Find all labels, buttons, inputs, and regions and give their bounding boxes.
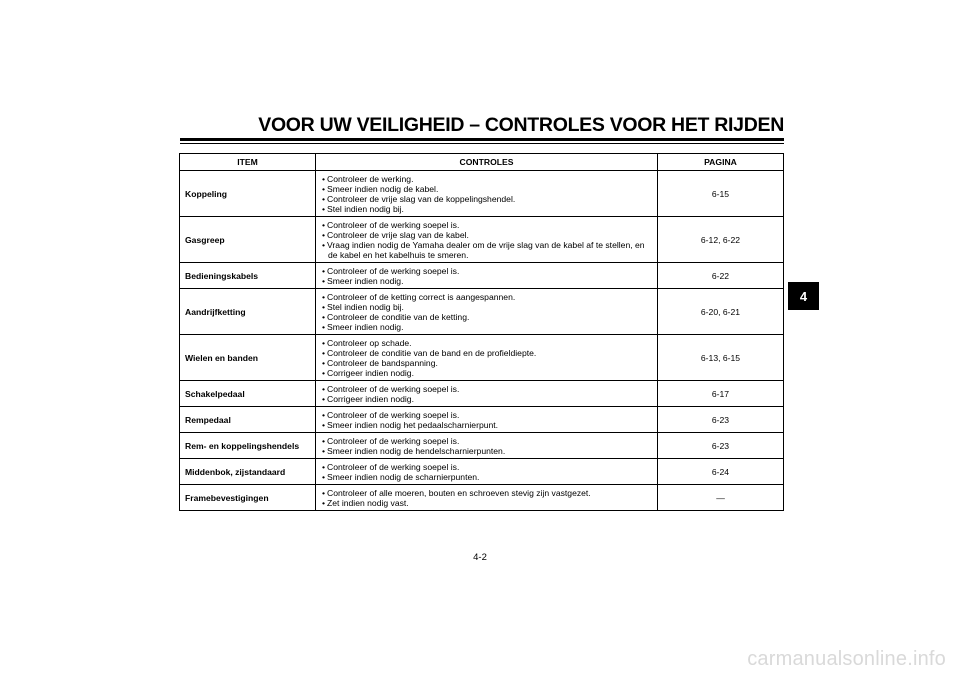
check-item: • Controleer of de werking soepel is. (322, 436, 652, 446)
check-item: • Smeer indien nodig de hendelscharnierpunten. (322, 446, 652, 456)
check-item: • Controleer de bandspanning. (322, 358, 652, 368)
check-item: • Controleer of de werking soepel is. (322, 266, 652, 276)
row-item: Framebevestigingen (180, 485, 316, 511)
table-row (180, 171, 784, 217)
check-item: • Smeer indien nodig de scharnierpunten. (322, 472, 652, 482)
row-page: 6-12, 6-22 (658, 217, 784, 263)
table-row (180, 217, 784, 263)
check-item: • Smeer indien nodig het pedaalscharnierpunt. (322, 420, 652, 430)
check-item: • Vraag indien nodig de Yamaha dealer om de vrije slag van de kabel af te stellen, en de kabel en het kabelhuis te smeren. (322, 240, 652, 260)
check-item: • Smeer indien nodig. (322, 322, 652, 332)
check-item: • Stel indien nodig bij. (322, 302, 652, 312)
row-page: 6-23 (658, 433, 784, 459)
header-page: PAGINA (658, 154, 784, 171)
check-item: • Controleer of de ketting correct is aangespannen. (322, 292, 652, 302)
row-page: 6-13, 6-15 (658, 335, 784, 381)
table-row (180, 459, 784, 485)
check-item: • Smeer indien nodig de kabel. (322, 184, 652, 194)
check-item: • Smeer indien nodig. (322, 276, 652, 286)
check-item: • Controleer de vrije slag van de koppelingshendel. (322, 194, 652, 204)
watermark: carmanualsonline.info (747, 648, 946, 670)
row-item: Middenbok, zijstandaard (180, 459, 316, 485)
table-row (180, 485, 784, 511)
row-page: 6-20, 6-21 (658, 289, 784, 335)
row-item: Bedieningskabels (180, 263, 316, 289)
row-checks (316, 289, 658, 335)
header-item: ITEM (180, 154, 316, 171)
row-item: Rempedaal (180, 407, 316, 433)
row-checks (316, 217, 658, 263)
check-item: • Controleer de vrije slag van de kabel. (322, 230, 652, 240)
check-item: • Stel indien nodig bij. (322, 204, 652, 214)
row-page: 6-23 (658, 407, 784, 433)
row-checks (316, 459, 658, 485)
check-item: • Corrigeer indien nodig. (322, 394, 652, 404)
row-page: 6-17 (658, 381, 784, 407)
table-row (180, 381, 784, 407)
table-row (180, 263, 784, 289)
row-checks (316, 171, 658, 217)
row-checks (316, 263, 658, 289)
page-number: 4-2 (473, 552, 487, 563)
row-item: Koppeling (180, 171, 316, 217)
check-item: • Controleer of de werking soepel is. (322, 384, 652, 394)
row-item: Wielen en banden (180, 335, 316, 381)
title-rule-thick (180, 138, 784, 141)
title-rule-thin (180, 143, 784, 144)
check-item: • Zet indien nodig vast. (322, 498, 652, 508)
chapter-tab: 4 (788, 282, 819, 310)
row-item: Rem- en koppelingshendels (180, 433, 316, 459)
checks-table (179, 153, 784, 511)
table-row (180, 407, 784, 433)
table-header-row (180, 154, 784, 171)
check-item: • Controleer of alle moeren, bouten en schroeven stevig zijn vastgezet. (322, 488, 652, 498)
row-checks (316, 381, 658, 407)
row-checks (316, 485, 658, 511)
header-checks: CONTROLES (316, 154, 658, 171)
check-item: • Controleer of de werking soepel is. (322, 410, 652, 420)
page-title: VOOR UW VEILIGHEID – CONTROLES VOOR HET RIJDEN (258, 114, 784, 136)
check-item: • Controleer de werking. (322, 174, 652, 184)
table-row (180, 335, 784, 381)
row-page: 6-15 (658, 171, 784, 217)
check-item: • Controleer de conditie van de ketting. (322, 312, 652, 322)
check-item: • Controleer op schade. (322, 338, 652, 348)
check-item: • Controleer of de werking soepel is. (322, 462, 652, 472)
row-page: 6-22 (658, 263, 784, 289)
row-item: Schakelpedaal (180, 381, 316, 407)
row-item: Gasgreep (180, 217, 316, 263)
check-item: • Controleer de conditie van de band en de profieldiepte. (322, 348, 652, 358)
table-row (180, 289, 784, 335)
check-item: • Corrigeer indien nodig. (322, 368, 652, 378)
table-row (180, 433, 784, 459)
row-item: Aandrijfketting (180, 289, 316, 335)
row-checks (316, 433, 658, 459)
row-checks (316, 335, 658, 381)
row-checks (316, 407, 658, 433)
row-page: — (658, 485, 784, 511)
row-page: 6-24 (658, 459, 784, 485)
check-item: • Controleer of de werking soepel is. (322, 220, 652, 230)
